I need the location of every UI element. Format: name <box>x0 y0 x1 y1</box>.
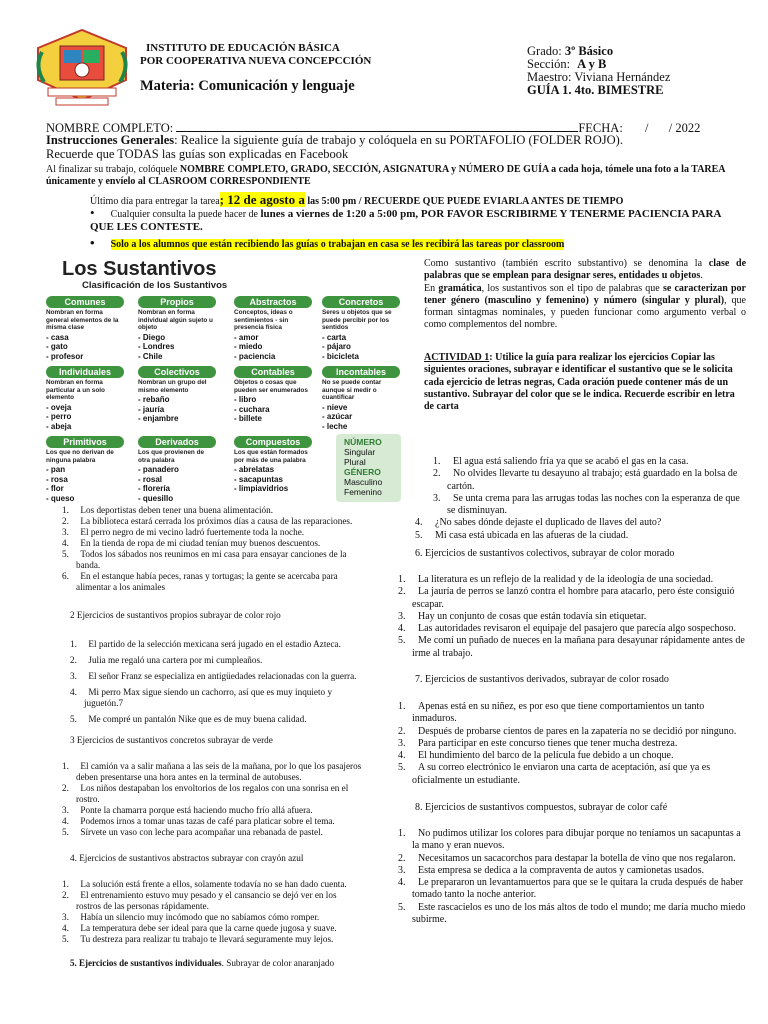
date-field-month[interactable] <box>652 121 666 132</box>
exercise-1-list <box>62 505 354 593</box>
list-item: 5. Me compré un pantalón Nike que es de muy buena calidad. <box>70 714 307 724</box>
exercise-5-title-rest: . Subrayar de color anaranjado <box>221 958 335 968</box>
classroom-note: Solo a los alumnos que están recibiendo las guías o trabajan en casa se les recibirá las tareas por classroom <box>110 239 565 250</box>
category-examples: - abrelatas - sacapuntas - limpiavidrios <box>234 465 289 494</box>
classroom-bullet <box>90 235 564 251</box>
list-item: 5. A su correo electrónico le enviaron una carta de aceptación, así que ya es oficialmente un estudiante. <box>398 762 711 786</box>
category-examples: - panadero - rosal - florería - quesillo <box>138 465 179 503</box>
list-item: 5. Tu destreza para realizar tu trabajo te llevará seguramente muy lejos. <box>62 934 334 944</box>
seccion-value: A y B <box>577 57 607 71</box>
exercise-6-title: 6. Ejercicios de sustantivos colectivos, subrayar de color morado <box>415 548 675 559</box>
exercise-8-title: 8. Ejercicios de sustantivos compuestos, subrayar de color café <box>415 802 668 813</box>
consult-a: Cualquier consulta la puede hacer de <box>110 209 261 220</box>
exercise-6-list <box>398 574 748 660</box>
category-incontables <box>322 366 400 431</box>
category-pill: Abstractos <box>234 296 312 308</box>
school-logo <box>30 28 134 108</box>
def2-d: se caracterizan por tener género (masculino y femenino) y número (singular y plural) <box>424 282 746 306</box>
number-gender-box <box>336 434 401 502</box>
category-comunes <box>46 296 124 361</box>
header-info <box>527 45 670 97</box>
category-pill: Derivados <box>138 436 216 448</box>
category-desc: Nombran en forma general elementos de la misma clase <box>46 309 119 332</box>
instructions-line2: Recuerde que TODAS las guías son explicadas en Facebook <box>46 146 349 161</box>
list-item: 3. Había un silencio muy incómodo que no sabíamos cómo romper. <box>62 912 320 922</box>
grado-label: Grado: <box>527 44 565 58</box>
exercise-8-list <box>398 828 748 926</box>
category-desc: Los que no derivan de ninguna palabra <box>46 449 114 464</box>
noun-definition <box>424 258 746 332</box>
category-pill: Contables <box>234 366 312 378</box>
exercise-3-list <box>62 761 362 838</box>
list-item: 4. Le prepararon un levantamuertos para que se le quitara la cruda después de haber tomado tanto la noche anterior. <box>398 877 744 901</box>
exercise-4-list <box>62 879 362 945</box>
activity-label: ACTIVIDAD 1 <box>424 352 490 363</box>
category-individuales <box>46 366 124 431</box>
list-item: 1. El partido de la selección mexicana será jugado en el estadio Azteca. <box>70 639 341 649</box>
name-field[interactable] <box>176 120 578 132</box>
list-item: 5. Este rascacielos es uno de los más altos de todo el mundo; me daría mucho miedo subirme. <box>398 901 746 926</box>
def-a: Como sustantivo (también escrito substantivo) se denomina la <box>424 258 709 269</box>
category-propios <box>138 296 216 361</box>
exercise-2-title: 2 Ejercicios de sustantivos propios subrayar de color rojo <box>70 610 281 620</box>
instructions-label: Instrucciones Generales <box>46 133 175 147</box>
exercise-3-title: 3 Ejercicios de sustantivos concretos subrayar de verde <box>70 735 273 745</box>
note-b: NOMBRE COMPLETO, GRADO, SECCIÓN, ASIGNATURA y NÚMERO DE GUÍA a cada hoja, tómele una foto a la TAREA únicamente y envíelo al CLASROOM CORRESPONDIENTE <box>46 164 725 187</box>
list-item: 2. Julia me regaló una cartera por mi cumpleaños. <box>70 655 263 665</box>
category-examples: - carta - pájaro - bicicleta <box>322 332 359 361</box>
list-item: 2. Después de probarse cientos de pares en la zapatería no se decidió por ninguno. <box>398 725 737 737</box>
category-desc: Nombran en forma individual algún sujeto u objeto <box>138 309 213 332</box>
list-item: 5. Todos los sábados nos reunimos en mi casa para ensayar canciones de la banda. <box>62 549 347 570</box>
category-desc: Nombran en forma particular a un solo elemento <box>46 379 105 402</box>
category-colectivos <box>138 366 216 424</box>
bullet-dot: • <box>90 235 95 250</box>
category-examples: - casa - gato - profesor <box>46 332 84 361</box>
category-pill: Incontables <box>322 366 400 378</box>
general-instructions <box>46 134 736 161</box>
list-item: 1. La solución está frente a ellos, solamente todavía no se han dado cuenta. <box>62 879 347 889</box>
category-examples: - libro - cuchara - billete <box>234 395 270 424</box>
def2-a: En <box>424 282 439 294</box>
activity-1 <box>424 352 746 413</box>
list-item: 4. Podemos irnos a tomar unas tazas de café para platicar sobre el tema. <box>62 816 335 826</box>
list-item: 2. El entrenamiento estuvo muy pesado y el cansancio se dejó ver en los rostros de las personas rápidamente. <box>62 890 337 911</box>
list-item: 4. En la tienda de ropa de mi ciudad tenían muy buenos descuentos. <box>62 538 321 548</box>
date-field-day[interactable] <box>626 121 642 132</box>
infographic-subtitle: Clasificación de los Sustantivos <box>82 280 228 291</box>
category-desc: Conceptos, ideas o sentimientos - sin presencia física <box>234 309 293 332</box>
list-item: 4. El hundimiento del barco de la película fue debido a un choque. <box>398 750 674 762</box>
institute-name <box>140 42 371 68</box>
list-item: 1. Los deportistas deben tener una buena alimentación. <box>62 505 273 515</box>
category-pill: Primitivos <box>46 436 124 448</box>
list-item: 3. Ponte la chamarra porque está haciendo mucho frío allá afuera. <box>62 805 313 815</box>
def2-e: , que forman sintagmas nominales, y pueden funcionar como argumento verbal o como complementos del nombre. <box>424 294 746 331</box>
list-item: 1. Apenas está en su niñez, es por eso que tiene comportamientos un tanto inmaduros. <box>398 701 705 725</box>
exercise-2-list <box>70 639 370 725</box>
instructions-text: : Realice la siguiente guía de trabajo y colóquela en su PORTAFOLIO (FOLDER ROJO). <box>174 133 623 147</box>
category-desc: Seres u objetos que se puede percibir por los sentidos <box>322 309 392 332</box>
exercise-5-list <box>415 456 745 542</box>
category-abstractos <box>234 296 312 361</box>
list-item: 1. La literatura es un reflejo de la realidad y de la ideología de una sociedad. <box>398 574 714 585</box>
note-a: Al finalizar su trabajo, colóquele <box>46 164 180 175</box>
date-year: / 2022 <box>668 121 701 135</box>
consult-bullet <box>90 207 745 234</box>
category-pill: Comunes <box>46 296 124 308</box>
genero-items: Masculino Femenino <box>344 477 383 497</box>
submission-note <box>46 164 736 187</box>
category-concretos <box>322 296 400 361</box>
numero-items: Singular Plural <box>344 447 376 467</box>
list-item: 2. La jauría de perros se lanzó contra el hombre para atacarlo, pero éste consiguió escapar. <box>398 586 735 610</box>
list-item: 3. Esta empresa se dedica a la compraventa de autos y camionetas usados. <box>398 864 705 876</box>
list-item: 2. Los niños destapaban los envoltorios de los regalos con una sonrisa en el rostro. <box>62 783 349 804</box>
category-pill: Individuales <box>46 366 124 378</box>
category-pill: Colectivos <box>138 366 216 378</box>
list-item: 1. El camión va a salir mañana a las seis de la mañana, por lo que los pasajeros deben presentarse una hora antes en la terminal de autobuses. <box>62 761 362 782</box>
infographic-title: Los Sustantivos <box>62 258 217 280</box>
list-item: 5. Me comí un puñado de nueces en la mañana para desayunar rápidamente antes de irme al trabajo. <box>398 635 745 659</box>
category-examples: - Diego - Londres - Chile <box>138 332 175 361</box>
category-desc: Los que provienen de otra palabra <box>138 449 205 464</box>
list-item: 3. Hay un conjunto de cosas que están todavía sin etiquetar. <box>398 610 647 622</box>
date-label: FECHA: <box>578 121 623 135</box>
teacher-name: Maestro: Viviana Hernández <box>527 70 671 84</box>
list-item: 2. Necesitamos un sacacorchos para destapar la botella de vino que nos regalaron. <box>398 852 736 864</box>
def2-c: , los sustantivos son el tipo de palabras que <box>481 282 663 294</box>
category-pill: Compuestos <box>234 436 312 448</box>
deadline-text: las 5:00 pm / RECUERDE QUE PUEDE EVIARLA ANTES DE TIEMPO <box>304 196 624 207</box>
category-desc: Nombran un grupo del mismo elemento <box>138 379 207 394</box>
exercise-4-title: 4. Ejercicios de sustantivos abstractos subrayar con crayón azul <box>70 853 304 863</box>
list-item: 3. El perro negro de mi vecino ladró fuertemente toda la noche. <box>62 527 305 537</box>
category-pill: Propios <box>138 296 216 308</box>
deadline-label: Último día para entregar la tarea <box>90 196 220 207</box>
seccion-label: Sección: <box>527 57 574 71</box>
category-derivados <box>138 436 216 503</box>
list-item: 4. La temperatura debe ser ideal para que la carne quede jugosa y suave. <box>62 923 337 933</box>
grado-value: 3º Básico <box>564 44 614 58</box>
deadline-date: ; 12 de agosto a <box>219 192 305 207</box>
list-item: 5. Sírvete un vaso con leche para acompañar una rebanada de pastel. <box>62 827 323 837</box>
list-item: 1. No pudimos utilizar los colores para dibujar porque no teníamos un sacapuntas a la mano y eran nuevos. <box>398 828 741 852</box>
category-compuestos <box>234 436 312 494</box>
list-item: 4. ¿No sabes dónde dejaste el duplicado de llaves del auto? <box>415 517 662 529</box>
list-item: 3. El señor Franz se especializa en antigüedades relacionadas con la guerra. <box>70 671 357 681</box>
nouns-infographic <box>44 256 406 506</box>
activity-text: : Utilice la guía para realizar los ejercicios Copiar las siguientes oraciones, subrayar e identificar el sustantivo que se le solicita cada ejercicio de letras negras, Cada oración puede contener más de un sustantivo. Subrayar del color que se le indica. Recuerde escribir en letra de carta <box>424 352 735 413</box>
def-b: clase de palabras que se emplean para designar seres, entidades u objetos <box>424 258 747 282</box>
category-examples: - amor - miedo - paciencia <box>234 332 276 361</box>
list-item: 2. La biblioteca estará cerrada los próximos días a causa de las reparaciones. <box>62 516 353 526</box>
subject-title: Materia: Comunicación y lenguaje <box>140 78 355 94</box>
def2-b: gramática <box>438 282 482 294</box>
def-c: . <box>700 270 703 282</box>
list-item: 3. Para participar en este concurso tienes que tener mucha destreza. <box>398 737 678 749</box>
guide-title: GUÍA 1. 4to. BIMESTRE <box>527 83 664 97</box>
category-examples: - pan - rosa - flor - queso <box>46 465 75 503</box>
institute-line2: POR COOPERATIVA NUEVA CONCEPCCIÓN <box>140 55 372 67</box>
list-item: 6. En el estanque había peces, ranas y tortugas; la gente se acercaba para alimentar a los animales <box>62 571 338 592</box>
institute-line1: INSTITUTO DE EDUCACIÓN BÁSICA <box>146 42 340 54</box>
list-item: 5. Mi casa está ubicada en las afueras de la ciudad. <box>415 529 629 541</box>
name-label: NOMBRE COMPLETO: <box>46 121 177 135</box>
category-primitivos <box>46 436 124 503</box>
date-sep-1: / <box>645 121 649 135</box>
list-item: 4. Mi perro Max sigue siendo un cachorro, así que es muy inquieto y juguetón.7 <box>70 687 333 708</box>
category-examples: - rebaño - jauría - enjambre <box>138 395 179 424</box>
category-desc: Los que están formados por más de una palabra <box>234 449 308 464</box>
exercise-5-title <box>70 958 370 969</box>
exercise-5-title-bold: 5. Ejercicios de sustantivos individuales <box>70 958 222 968</box>
list-item: 1. El agua está saliendo fría ya que se acabó el gas en la casa. <box>433 456 689 467</box>
deadline <box>90 192 623 208</box>
category-desc: No se puede contar aunque si medir o cuantificar <box>322 379 382 402</box>
category-desc: Objetos o cosas que pueden ser enumerados <box>234 379 308 394</box>
category-contables <box>234 366 312 424</box>
category-pill: Concretos <box>322 296 400 308</box>
consult-b: lunes a viernes de 1:20 a 5:00 pm, POR FAVOR ESCRIBIRME Y TENERME PACIENCIA PARA QUE LES CONTESTE. <box>90 208 721 233</box>
category-examples: - oveja - perro - abeja <box>46 402 72 431</box>
list-item: 3. Se unta crema para las arrugas todas las noches con la esperanza de que se disminuyan. <box>433 492 740 517</box>
list-item: 4. Las autoridades revisaron el equipaje del pasajero que parecía algo sospechoso. <box>398 623 736 635</box>
genero-title: GÉNERO <box>344 467 381 477</box>
numero-title: NÚMERO <box>344 437 382 447</box>
bullet-dot: • <box>90 205 95 220</box>
exercise-7-title: 7. Ejercicios de sustantivos derivados, subrayar de color rosado <box>415 674 669 685</box>
list-item: 2. No olvides llevarte tu desayuno al trabajo; está guardado en la bolsa de cartón. <box>433 468 738 492</box>
exercise-7-list <box>398 701 748 787</box>
category-examples: - nieve - azúcar - leche <box>322 402 353 431</box>
